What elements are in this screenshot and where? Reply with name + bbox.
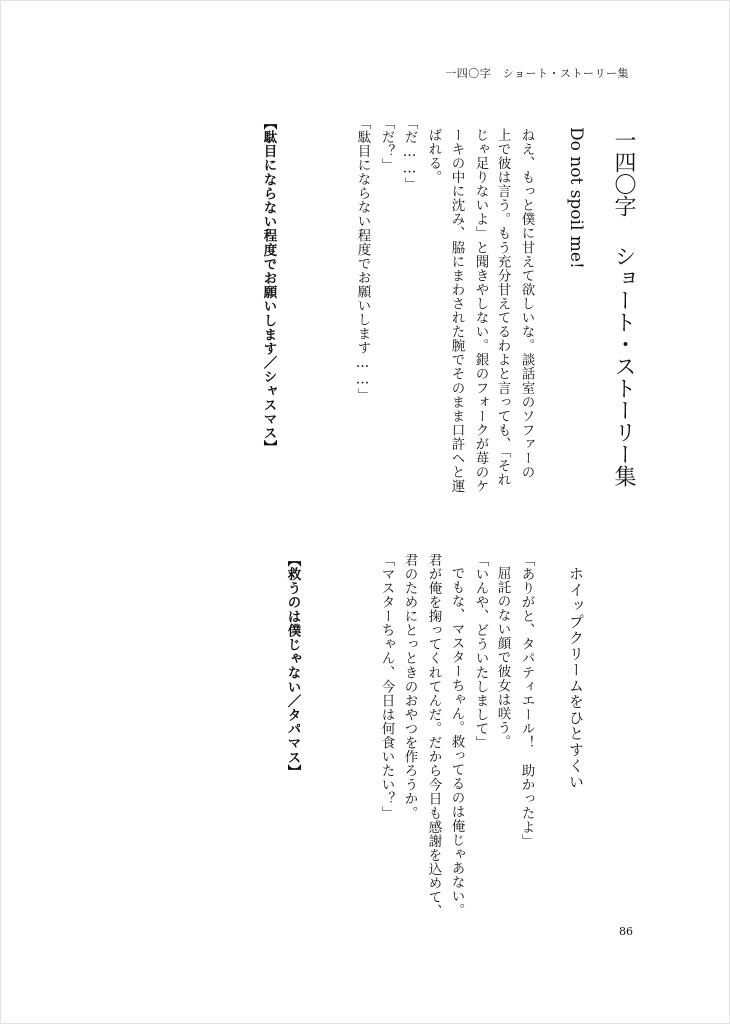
story1-title: Do not spoil me! bbox=[566, 127, 586, 269]
story2-credit: 【救うのは僕じゃない／タパマス】 bbox=[284, 553, 301, 779]
collection-title bbox=[612, 129, 634, 487]
story2-title: ホイップクリームをひとすくい bbox=[567, 566, 585, 790]
story1-line-3: じゃ足りないよ」と聞きやしない。銀のフォークが苺のケ bbox=[472, 128, 489, 494]
story1-line-8: 「駄目にならない程度でお願いします……」 bbox=[354, 116, 371, 402]
story1-line-5: ばれる。 bbox=[425, 128, 442, 185]
story1-line-4: ーキの中に沈み、脇にまわされた腕でそのまま口許へと運 bbox=[448, 128, 465, 494]
running-header: 一四〇字 ショート・ストーリー集 bbox=[445, 67, 629, 80]
story2-line-5: 君が俺を掬ってくれてんだ。だから今日も感謝を込めて、 bbox=[425, 553, 442, 919]
collection-title-part1: 一四〇字 bbox=[611, 129, 636, 217]
story1-line-1: ねえ、もっと僕に甘えて欲しいな。談話室のソファーの bbox=[518, 128, 535, 480]
story1-credit: 【駄目にならない程度でお願いします／シャスマス】 bbox=[260, 116, 277, 455]
page-number: 86 bbox=[619, 925, 633, 938]
story2-line-2: 屈託のない顔で彼女は咲う。 bbox=[494, 566, 511, 749]
story2-line-3: 「いんや、どういたしまして」 bbox=[472, 553, 489, 750]
story2-line-1: 「ありがと、タパティエール！ 助かったよ」 bbox=[518, 553, 535, 849]
story2-line-7: 「マスターちゃん、今日は何食いたい？」 bbox=[378, 553, 395, 820]
collection-title-part2: ショート・ストーリー集 bbox=[611, 245, 636, 487]
story2-line-6: 君のためにとっときのおやつを作ろうか。 bbox=[401, 553, 418, 820]
story1-line-6: 「だ……」 bbox=[401, 116, 418, 192]
story1-line-2: 上で彼は言う。もう充分甘えてるわよと言っても、「それ bbox=[494, 128, 511, 487]
story2-line-4: でもな、マスターちゃん。救ってるのは俺じゃあない。 bbox=[448, 566, 465, 918]
story1-line-7: 「だ？」 bbox=[378, 116, 395, 173]
